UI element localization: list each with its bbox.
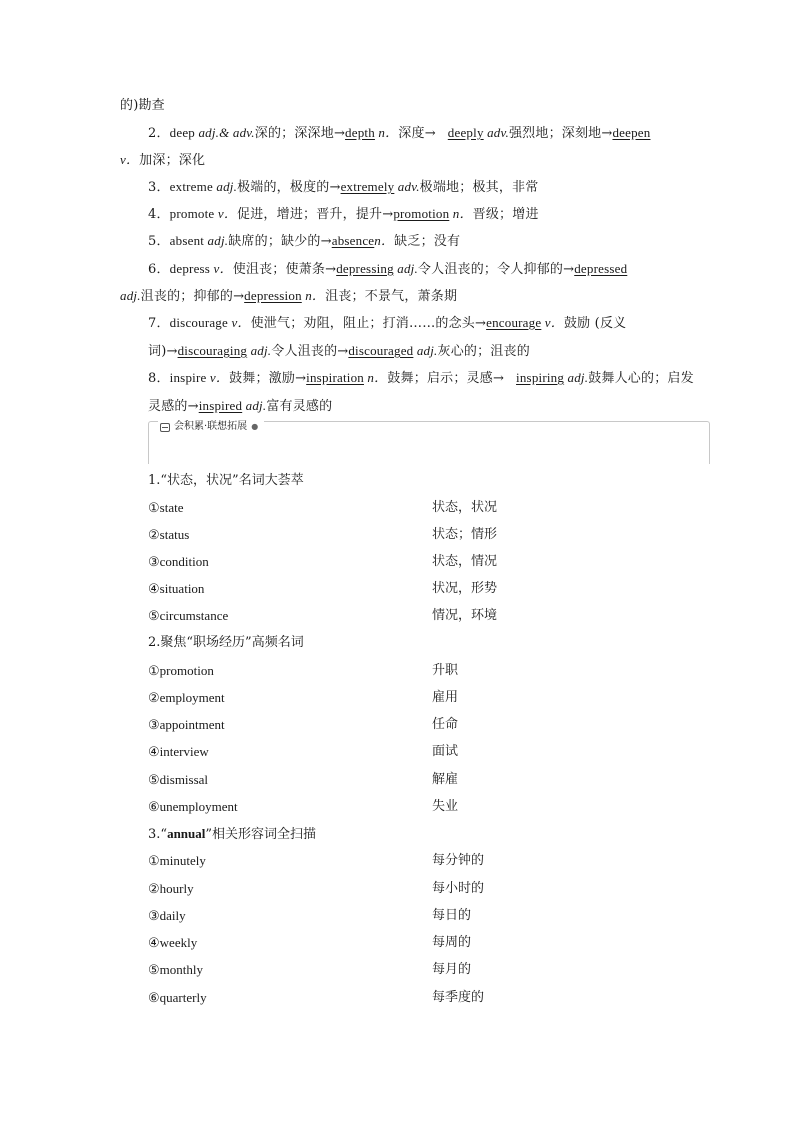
continuation-text: 的)勘查: [120, 98, 165, 113]
part-of-speech: adv.: [394, 179, 420, 194]
part-of-speech: adj.: [120, 288, 141, 303]
part-of-speech: adj.: [216, 179, 238, 194]
part-of-speech: n．: [363, 370, 388, 385]
part-of-speech: adj.: [393, 261, 418, 276]
term: ⑥quarterly: [148, 990, 207, 1005]
meaning: 解雇: [432, 772, 459, 787]
meaning: 每日的: [432, 908, 472, 923]
meaning: 升职: [432, 663, 459, 678]
definition: 加深；深化: [139, 153, 206, 168]
item-number: 3．: [148, 180, 170, 195]
section-title: 2.聚焦“职场经历”高频名词: [148, 635, 304, 650]
definition: 令人沮丧的；令人抑郁的→: [417, 262, 575, 277]
term: ①state: [148, 500, 184, 515]
list-item: [148, 608, 668, 624]
term: ③daily: [148, 908, 186, 923]
meaning: 状况，形势: [432, 581, 498, 596]
meaning: 每月的: [432, 962, 472, 977]
meaning: 每分钟的: [432, 853, 485, 868]
vocab-item-7: [120, 309, 704, 365]
answer-word: depressing: [336, 261, 394, 276]
list-item: [148, 881, 668, 897]
minus-box-icon: [160, 423, 170, 432]
answer-word: discouraged: [348, 343, 414, 358]
headword: deep: [169, 125, 199, 140]
part-of-speech: adj.& adv.: [198, 125, 255, 140]
definition: 富有灵感的: [266, 399, 333, 414]
list-item: [148, 772, 668, 788]
headword: absent: [169, 233, 208, 248]
meaning: 每周的: [432, 935, 472, 950]
part-of-speech: v．: [213, 261, 233, 276]
headword: inspire: [169, 370, 210, 385]
item-number: 2．: [148, 126, 170, 141]
part-of-speech: v．: [541, 315, 564, 330]
definition: 强烈地；深刻地→: [508, 126, 613, 141]
vocab-item-6-cont: [120, 282, 676, 310]
definition: 沮丧；不景气，萧条期: [325, 289, 458, 304]
vocab-continuation: [120, 92, 676, 119]
answer-word: encourage: [486, 315, 542, 330]
answer-word: inspiration: [306, 370, 364, 385]
section-title: 1.“状态，状况”名词大荟萃: [148, 473, 304, 488]
part-of-speech: v．: [231, 315, 251, 330]
headword: promote: [169, 206, 218, 221]
answer-word: inspired: [198, 398, 243, 413]
meaning: 情况，环境: [432, 608, 498, 623]
headword: extreme: [169, 179, 217, 194]
term: ⑥unemployment: [148, 799, 238, 814]
list-item: [148, 853, 668, 869]
term: ⑤dismissal: [148, 772, 209, 787]
definition: 极端的，极度的→: [237, 180, 341, 195]
term: ⑤circumstance: [148, 608, 229, 623]
list-item: [148, 717, 668, 733]
part-of-speech: n．: [449, 206, 473, 221]
meaning: 面试: [432, 744, 459, 759]
vocab-item-2-cont: [120, 146, 676, 174]
answer-word: depression: [244, 288, 302, 303]
term: ③appointment: [148, 717, 225, 732]
definition: 鼓舞人心的；启发灵感的→: [148, 371, 694, 414]
item-number: 5．: [148, 234, 170, 249]
meaning: 每小时的: [432, 881, 485, 896]
term: ①minutely: [148, 853, 206, 868]
headword: discourage: [169, 315, 232, 330]
list-item: [148, 663, 668, 679]
list-item: [148, 554, 668, 570]
answer-word: depth: [345, 125, 375, 140]
part-of-speech: adj.: [413, 343, 438, 358]
term: ④weekly: [148, 935, 198, 950]
definition: 促进，增进；晋升，提升→: [237, 207, 394, 222]
meaning: 失业: [432, 799, 459, 814]
list-item: [148, 581, 668, 597]
section-box-header: [158, 420, 264, 434]
vocab-item-3: [120, 173, 704, 201]
definition: 缺席的；缺少的→: [228, 234, 332, 249]
answer-word: inspiring: [516, 370, 565, 385]
part-of-speech: adj.: [207, 233, 229, 248]
part-of-speech: adj.: [242, 398, 267, 413]
term: ②employment: [148, 690, 225, 705]
list-item: [148, 935, 668, 951]
part-of-speech: adj.: [564, 370, 589, 385]
list-item: [148, 908, 668, 924]
section-box-title: 会积累·联想拓展: [174, 421, 248, 432]
headword: depress: [169, 261, 214, 276]
vocab-item-5: [120, 227, 704, 255]
list-item: [148, 500, 668, 516]
vocab-item-8: [120, 364, 704, 420]
meaning: 任命: [432, 717, 459, 732]
definition: 灰心的；沮丧的: [437, 344, 530, 359]
term: ④situation: [148, 581, 205, 596]
vocab-item-2: [120, 119, 704, 147]
item-number: 4．: [148, 207, 170, 222]
list-item: [148, 527, 668, 543]
list-item: [148, 744, 668, 760]
definition: 晋级；增进: [472, 207, 539, 222]
part-of-speech: v．: [120, 152, 140, 167]
section-title-keyword: annual: [167, 826, 206, 841]
answer-word: depressed: [574, 261, 628, 276]
meaning: 雇用: [432, 690, 459, 705]
term: ⑤monthly: [148, 962, 203, 977]
dot-icon: ●: [251, 422, 259, 431]
part-of-speech: n．: [374, 125, 399, 140]
term: ②status: [148, 527, 190, 542]
meaning: 状态；情形: [432, 527, 498, 542]
answer-word: absence: [331, 233, 375, 248]
definition: 深的；深深地→: [254, 126, 346, 141]
answer-word: promotion: [393, 206, 450, 221]
part-of-speech: n．: [374, 233, 395, 248]
answer-word: deeply: [447, 125, 484, 140]
meaning: 每季度的: [432, 990, 485, 1005]
part-of-speech: v．: [209, 370, 230, 385]
part-of-speech: adj.: [247, 343, 272, 358]
part-of-speech: v．: [217, 206, 238, 221]
answer-word: discouraging: [177, 343, 248, 358]
term: ②hourly: [148, 881, 194, 896]
definition: 深度→: [398, 126, 436, 141]
definition: 沮丧的；抑郁的→: [140, 289, 245, 304]
item-number: 8．: [148, 371, 170, 386]
list-item: [148, 690, 668, 706]
vocab-item-6: [120, 255, 704, 283]
term: ③condition: [148, 554, 209, 569]
section-title-suffix: ”相关形容词全扫描: [205, 827, 317, 842]
item-number: 7．: [148, 316, 170, 331]
item-number: 6．: [148, 262, 170, 277]
definition: 鼓励 (反义词)→: [148, 316, 627, 359]
term: ①promotion: [148, 663, 214, 678]
answer-word: deepen: [612, 125, 651, 140]
list-item: [148, 990, 668, 1006]
definition: 缺乏；没有: [394, 234, 461, 249]
definition: 使泄气；劝阻，阻止；打消……的念头→: [250, 316, 487, 331]
definition: 使沮丧；使萧条→: [232, 262, 337, 277]
meaning: 状态，状况: [432, 500, 498, 515]
part-of-speech: adv.: [483, 125, 509, 140]
part-of-speech: n．: [301, 288, 326, 303]
section-title: [148, 826, 316, 843]
term: ④interview: [148, 744, 209, 759]
definition: 鼓舞；激励→: [229, 371, 307, 386]
section-title-prefix: 3.“: [148, 827, 168, 842]
list-item: [148, 962, 668, 978]
meaning: 状态，情况: [432, 554, 498, 569]
definition: 极端地；极其，非常: [419, 180, 539, 195]
vocab-item-4: [120, 200, 704, 228]
list-item: [148, 799, 668, 815]
definition: 令人沮丧的→: [271, 344, 349, 359]
answer-word: extremely: [340, 179, 395, 194]
definition: 鼓舞；启示；灵感→: [387, 371, 505, 386]
